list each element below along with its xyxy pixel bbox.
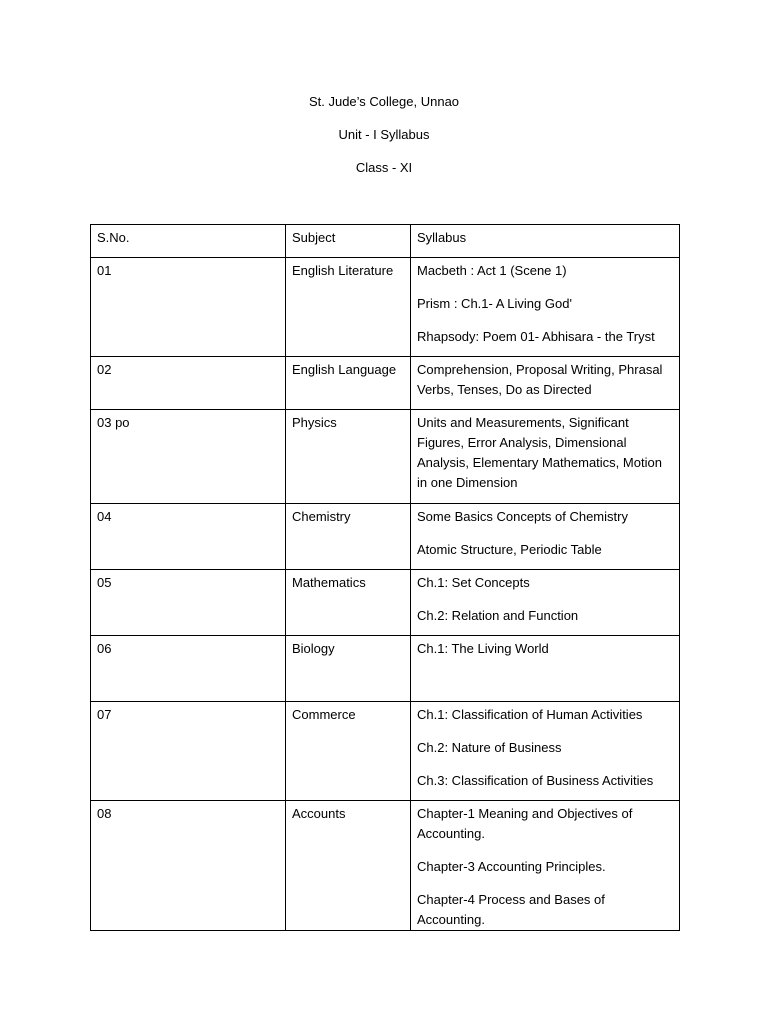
- syllabus-item: Chapter-1 Meaning and Objectives of Accounting.: [417, 806, 633, 841]
- syllabus-table: [90, 224, 680, 931]
- syllabus-cell: [411, 570, 680, 636]
- sno-cell: 07: [91, 702, 286, 801]
- syllabus-cell: [411, 258, 680, 357]
- syllabus-cell: [411, 636, 680, 702]
- table-row: [91, 357, 680, 410]
- syllabus-item: Chapter-3 Accounting Principles.: [417, 859, 606, 874]
- subject-cell: Accounts: [286, 801, 411, 931]
- syllabus-cell: [411, 702, 680, 801]
- subject-cell: Chemistry: [286, 504, 411, 570]
- syllabus-item: Macbeth : Act 1 (Scene 1): [417, 263, 567, 278]
- syllabus-item: Comprehension, Proposal Writing, Phrasal Verbs, Tenses, Do as Directed: [417, 362, 663, 397]
- college-name: St. Jude’s College, Unnao: [308, 94, 460, 109]
- table-row: [91, 570, 680, 636]
- sno-cell: 05: [91, 570, 286, 636]
- table-row: [91, 504, 680, 570]
- table-row: [91, 258, 680, 357]
- syllabus-item: Ch.2: Nature of Business: [417, 740, 562, 755]
- subject-cell: English Language: [286, 357, 411, 410]
- syllabus-item: Units and Measurements, Significant Figures, Error Analysis, Dimensional Analysis, Elementary Mathematics, Motion in one Dimension: [417, 415, 662, 490]
- syllabus-item: Ch.1: Set Concepts: [417, 575, 530, 590]
- sno-cell: 02: [91, 357, 286, 410]
- unit-title: Unit - I Syllabus: [338, 127, 430, 142]
- syllabus-item: Rhapsody: Poem 01- Abhisara - the Tryst: [417, 329, 655, 344]
- sno-cell: 06: [91, 636, 286, 702]
- syllabus-cell: [411, 801, 680, 931]
- subject-cell: English Literature: [286, 258, 411, 357]
- sno-cell: 03 po: [91, 410, 286, 504]
- syllabus-cell: [411, 504, 680, 570]
- syllabus-item: Atomic Structure, Periodic Table: [417, 542, 602, 557]
- syllabus-item: Chapter-4 Process and Bases of Accounting.: [417, 892, 605, 927]
- sno-cell: 08: [91, 801, 286, 931]
- subject-cell: Biology: [286, 636, 411, 702]
- column-header-syllabus: Syllabus: [411, 225, 680, 258]
- syllabus-item: Ch.1: The Living World: [417, 641, 549, 656]
- syllabus-cell: [411, 357, 680, 410]
- syllabus-item: Ch.2: Relation and Function: [417, 608, 579, 623]
- subject-cell: Physics: [286, 410, 411, 504]
- subject-cell: Mathematics: [286, 570, 411, 636]
- syllabus-item: Some Basics Concepts of Chemistry: [417, 509, 628, 524]
- sno-cell: 01: [91, 258, 286, 357]
- column-header-subject: Subject: [286, 225, 411, 258]
- table-row: [91, 702, 680, 801]
- table-row: [91, 636, 680, 702]
- table-header-row: [91, 225, 680, 258]
- table-row: [91, 410, 680, 504]
- syllabus-cell: [411, 410, 680, 504]
- table-row: [91, 801, 680, 931]
- subject-cell: Commerce: [286, 702, 411, 801]
- sno-cell: 04: [91, 504, 286, 570]
- column-header-sno: S.No.: [91, 225, 286, 258]
- syllabus-item: Ch.3: Classification of Business Activities: [417, 773, 654, 788]
- class-title: Class - XI: [355, 160, 413, 175]
- syllabus-item: Prism : Ch.1- A Living God': [417, 296, 572, 311]
- syllabus-item: Ch.1: Classification of Human Activities: [417, 707, 643, 722]
